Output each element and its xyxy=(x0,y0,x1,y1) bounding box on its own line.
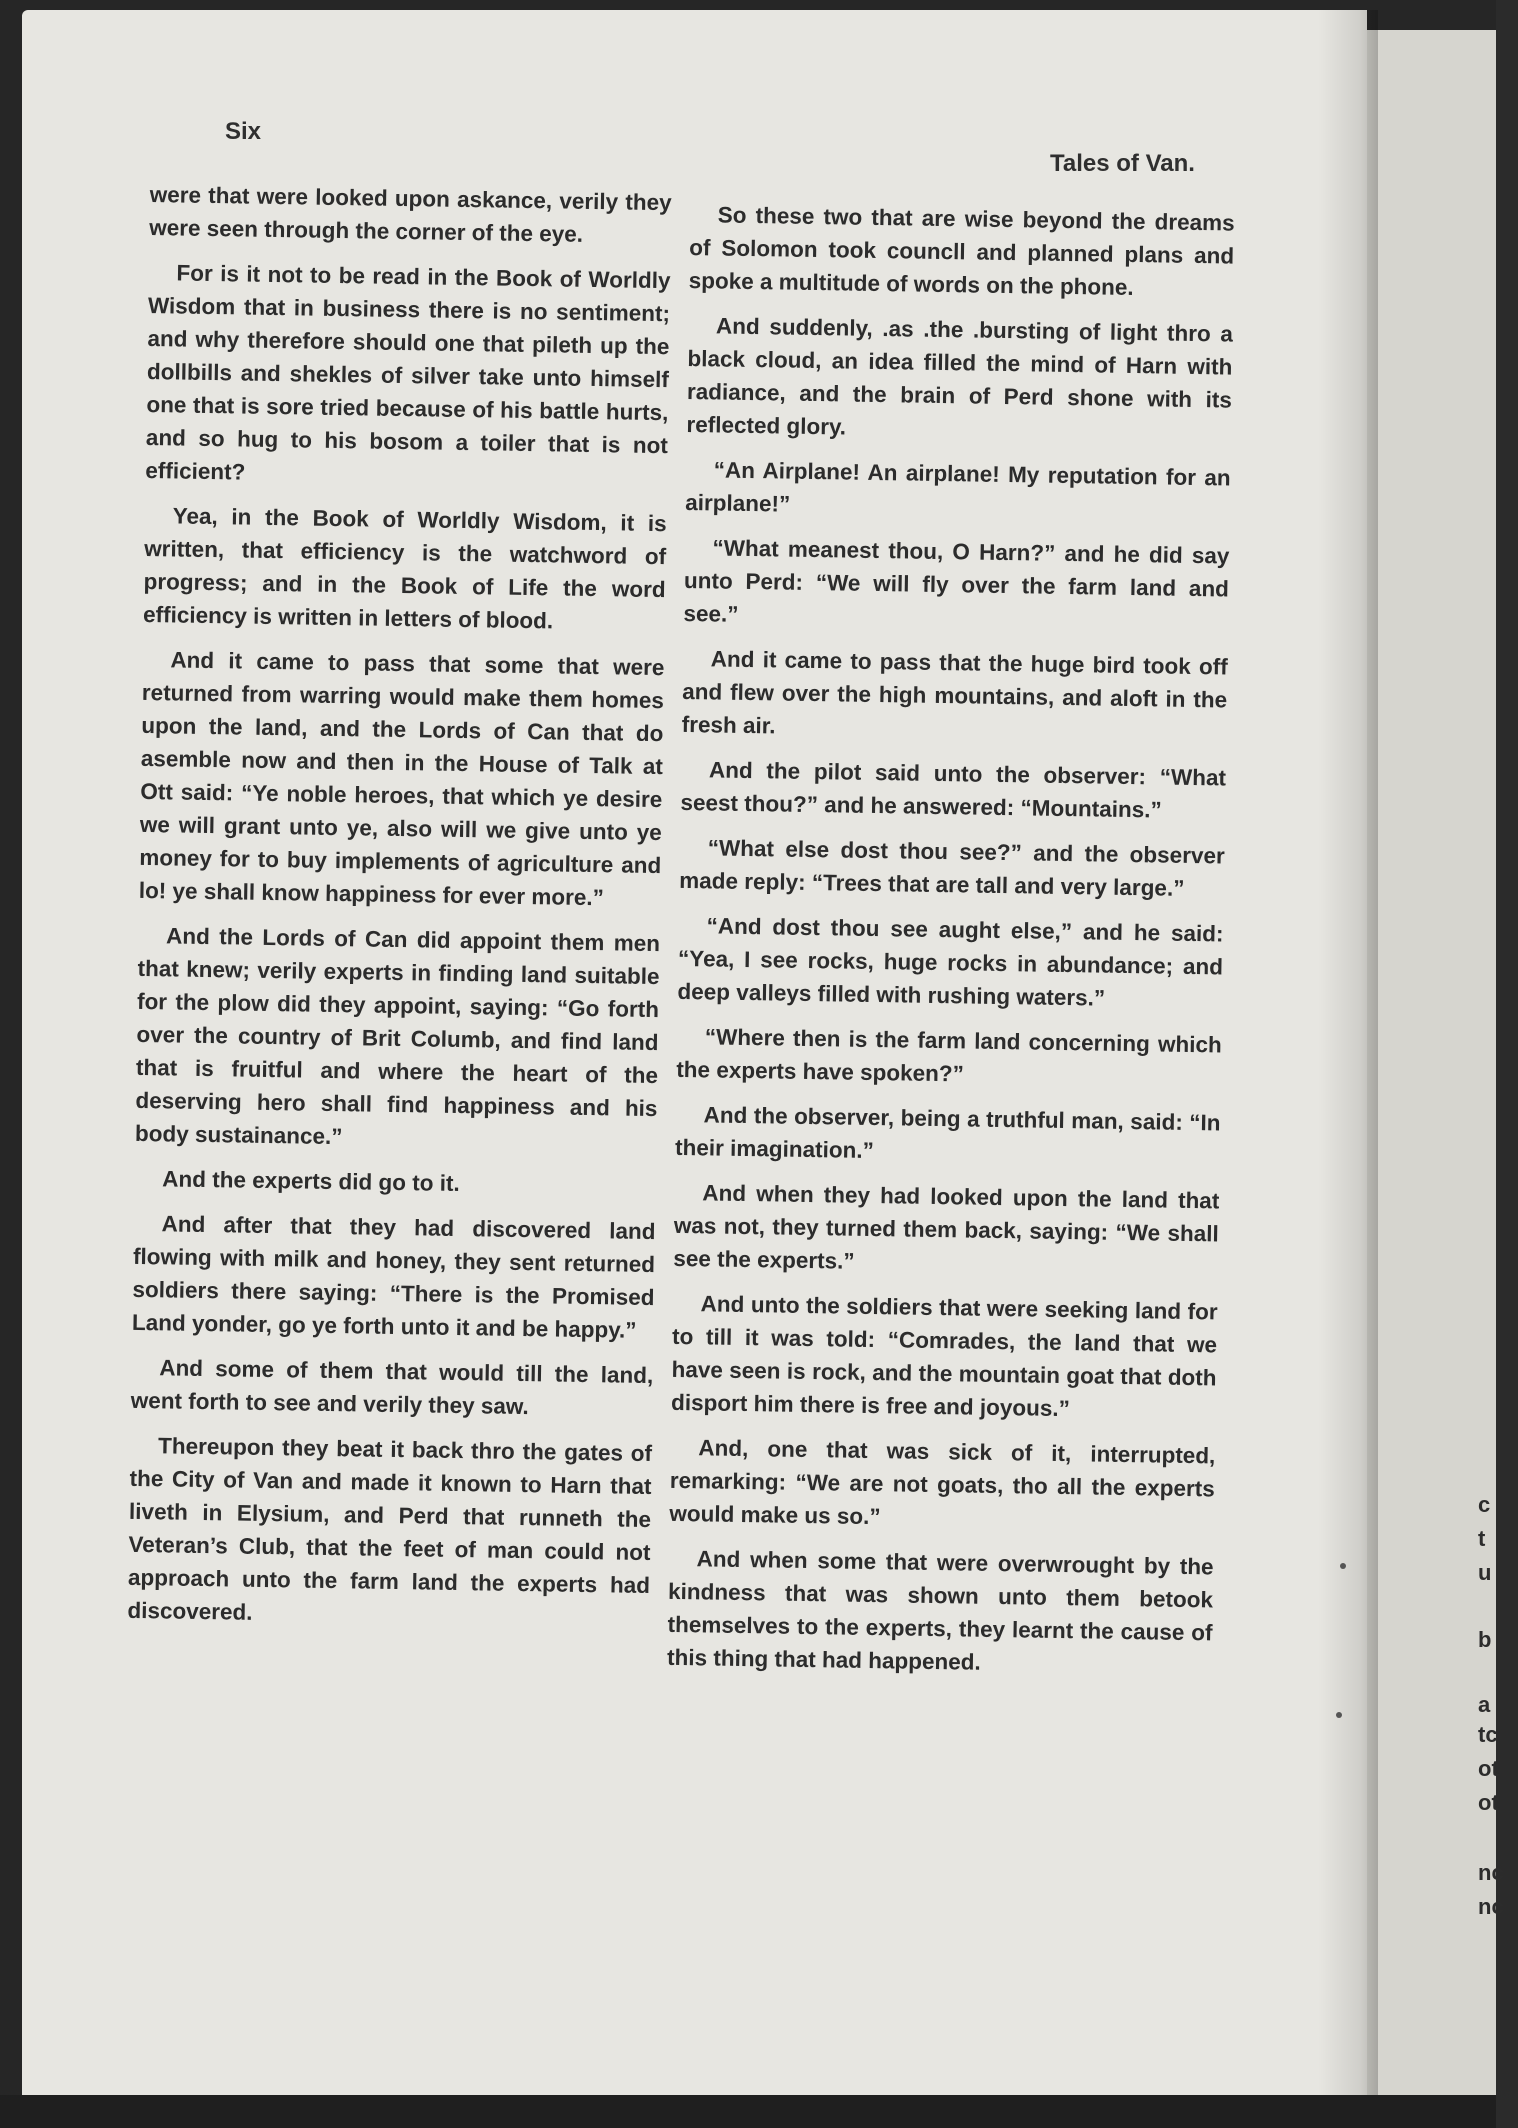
edge-fragment: b xyxy=(1478,1627,1492,1652)
right-text-column xyxy=(667,198,1235,1694)
paragraph: And the observer, being a truthful man, said: “In their imagination.” xyxy=(674,1102,1221,1164)
paragraph: And the experts did go to it. xyxy=(162,1166,460,1196)
paragraph: And the pilot said unto the observer: “What seest thou?” and he answered: “Mountains.” xyxy=(680,757,1227,823)
paragraph: And the Lords of Can did appoint them men that knew; verily experts in finding land suitable for the plow did they appoint, saying: “Go forth over the country of Brit Columb, and find land that is fruitful and where the heart of the deserving hero shall find happiness and his body sustainance.” xyxy=(134,923,661,1150)
paragraph: And, one that was sick of it, interrupted, remarking: “We are not goats, tho all the experts would make us so.” xyxy=(669,1435,1216,1530)
edge-fragment: nc xyxy=(1478,1860,1504,1885)
paragraph: And it came to pass that some that were returned from warring would make them homes upon the land, and the Lords of Can that do asemble now and then in the House of Talk at Ott said: “Ye noble heroes, that which ye desire we will grant unto ye, also will we give unto ye money for to buy implements of agriculture and lo! ye shall know happiness for ever more.” xyxy=(138,647,665,911)
edge-fragment: t xyxy=(1478,1526,1486,1551)
edge-fragment: ot xyxy=(1478,1790,1499,1815)
paragraph: So these two that are wise beyond the dreams of Solomon took councll and planned plans and spoke a multitude of words on the phone. xyxy=(688,202,1235,300)
paragraph: And some of them that would till the land, went forth to see and verily they saw. xyxy=(130,1355,654,1420)
staple-mark xyxy=(1340,1563,1346,1569)
edge-fragment: c xyxy=(1478,1492,1491,1517)
edge-fragment: nc xyxy=(1478,1894,1504,1919)
paragraph: Thereupon they beat it back thro the gates of the City of Van and made it known to Harn that liveth in Elysium, and Perd that runneth the Veteran’s Club, that the feet of man could not approach unto the farm land the experts had discovered. xyxy=(127,1433,653,1625)
edge-fragment: a xyxy=(1478,1692,1491,1717)
edge-fragment: tc xyxy=(1478,1722,1498,1747)
running-header-title: Tales of Van. xyxy=(1050,150,1195,177)
facing-page-edge xyxy=(1367,30,1496,2095)
paragraph: And when they had looked upon the land that was not, they turned them back, saying: “We shall see the experts.” xyxy=(673,1180,1220,1274)
paragraph: And after that they had discovered land flowing with milk and honey, they sent returned soldiers there saying: “There is the Promised Land yonder, go ye forth unto it and be happy.” xyxy=(131,1211,656,1343)
edge-fragment: u xyxy=(1478,1560,1492,1585)
page-fold-shadow xyxy=(1318,10,1378,2095)
paragraph: And when some that were overwrought by the kindness that was shown unto them betook themselves to the experts, they learnt the cause of this thing that had happened. xyxy=(666,1546,1214,1675)
page-number: Six xyxy=(225,118,262,145)
edge-fragment: ot xyxy=(1478,1756,1499,1781)
paragraph: “And dost thou see aught else,” and he said: “Yea, I see rocks, huge rocks in abundance; and deep valleys filled with rushing waters.” xyxy=(677,913,1224,1011)
scan-border xyxy=(0,2095,1496,2128)
paragraph: And unto the soldiers that were seeking land for to till it was told: “Comrades, the land that we have seen is rock, and the mountain goat that doth disport him there is free and joyous.” xyxy=(670,1291,1218,1422)
staple-mark xyxy=(1336,1712,1342,1718)
left-text-column xyxy=(127,178,672,1647)
paragraph: And suddenly, .as .the .bursting of light thro a black cloud, an idea filled the mind of Harn with radiance, and the brain of Perd shone with its reflected glory. xyxy=(686,313,1234,440)
paragraph: “What else dost thou see?” and the observer made reply: “Trees that are tall and very large.” xyxy=(679,835,1225,901)
paragraph: “What meanest thou, O Harn?” and he did say unto Perd: “We will fly over the farm land and see.” xyxy=(683,535,1230,627)
paragraph: “An Airplane! An airplane! My reputation for an airplane!” xyxy=(685,457,1231,517)
paragraph: And it came to pass that the huge bird took off and flew over the high mountains, and aloft in the fresh air. xyxy=(681,646,1228,739)
paragraph: For is it not to be read in the Book of Worldly Wisdom that in business there is no sentiment; and why therefore should one that pileth up the dollbills and shekles of silver take unto himself one that is sore tried because of his battle hurts, and so hug to his bosom a toiler that is not efficient? xyxy=(145,260,671,485)
paragraph: were that were looked upon askance, verily they were seen through the corner of the eye. xyxy=(149,181,672,247)
paragraph: Yea, in the Book of Worldly Wisdom, it is written, that efficiency is the watchword of progress; and in the Book of Life the word efficiency is written in letters of blood. xyxy=(142,503,667,634)
paragraph: “Where then is the farm land concerning which the experts have spoken?” xyxy=(676,1024,1222,1087)
